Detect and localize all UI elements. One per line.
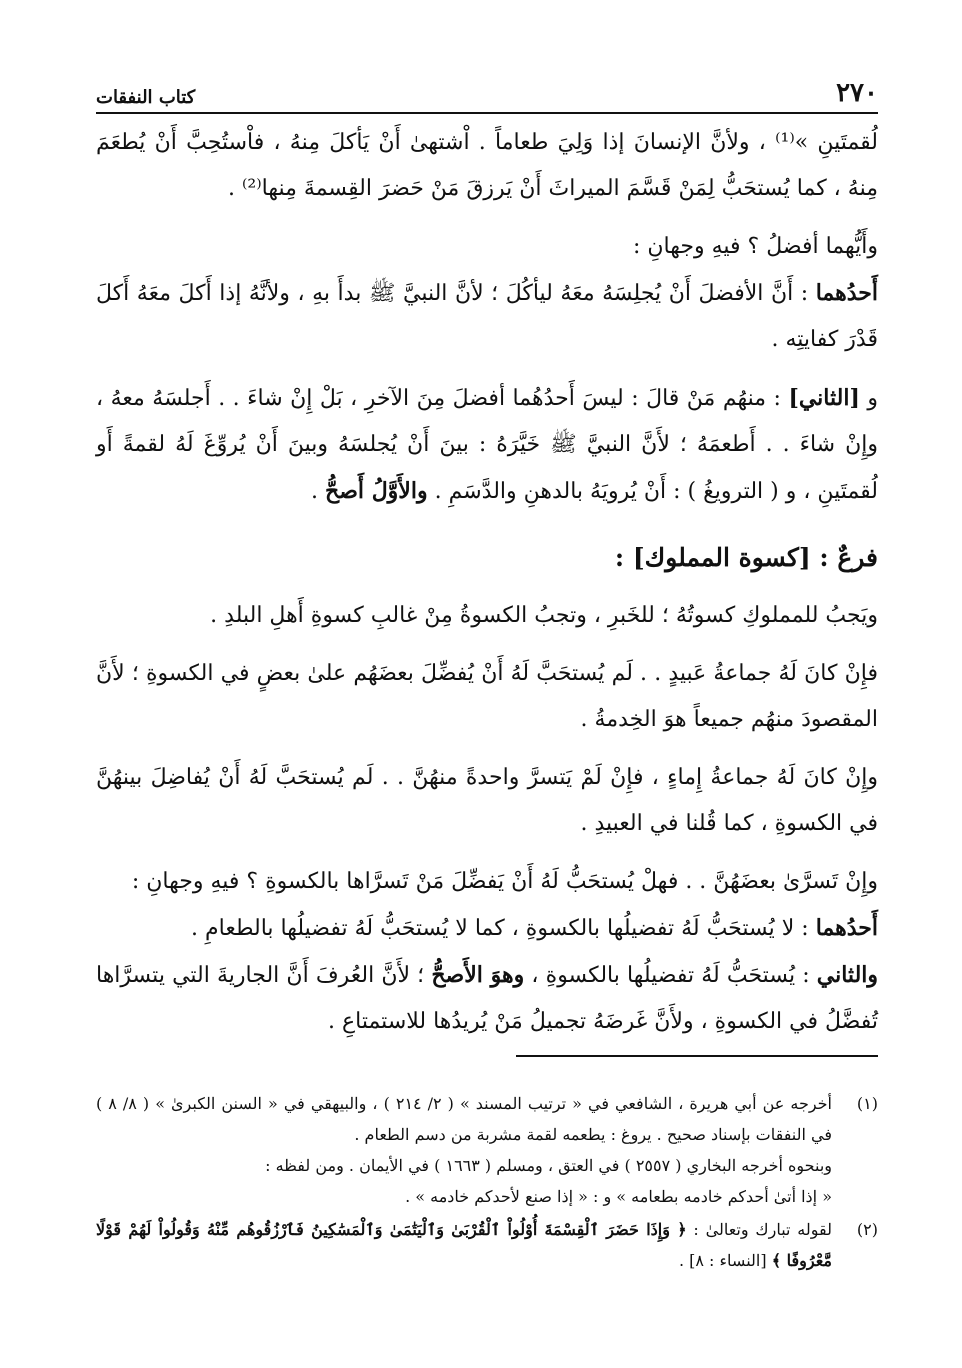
- opinion-label: والثاني: [816, 962, 879, 988]
- ruling-emphasis: والأَوَّلُ أَصحُّ: [325, 478, 428, 504]
- paragraph: لُقمتَينِ »⁽¹⁾ ، ولأنَّ الإنسانَ إذا وَلِيَ طعاماً . اْشتهىٰ أَنْ يَأكلَ مِنهُ ، فاْستُحِبَّ أَنْ يُطعَمَ مِنهُ ، كما يُستحَبُّ لِمَنْ قَسَّمَ الميراثَ أَنْ يَرزقَ مَنْ حَضرَ القِسمةَ مِنها⁽²⁾ .: [96, 130, 878, 201]
- paragraph: وإِنْ كانَ لَهُ جماعةُ إِماءٍ ، فإِنْ لَمْ يَتسرَّ واحدةً منهُنَّ . . لَم يُستحَبَّ لَهُ أَنْ يُفاضِلَ بينهُنَّ في الكسوةِ ، كما قُلنا في العبيدِ .: [96, 765, 878, 836]
- verse-reference: [النساء : ٨] .: [678, 1251, 772, 1270]
- footnotes: [96, 1088, 878, 1278]
- ruling-emphasis: وهوَ الأَصحُّ: [431, 962, 525, 988]
- header-rule: [96, 112, 878, 114]
- footnote-number: (١): [856, 1094, 878, 1113]
- paragraph: فإِنْ كانَ لَهُ جماعةُ عَبيدٍ . . لَم يُستحَبَّ لَهُ أَنْ يُفضِّلَ بعضَهُم علىٰ بعضٍ في الكسوةِ ؛ لأَنَّ المقصودَ منهُم جميعاً هوَ الخِدمةُ .: [96, 661, 878, 732]
- main-text: [96, 120, 878, 1057]
- paragraph: والثاني : يُستحَبُّ لَهُ تفضيلُها بالكسوةِ ، وهوَ الأَصحُّ ؛ لأَنَّ العُرفَ أَنَّ الجاريةَ التي يتسرَّاها تُفضَّلُ في الكسوةِ ، ولأَنَّ غَرضَهُ تجميلُ مَنْ يُريدُها للاستمتاعِ .: [96, 962, 879, 1034]
- section-heading: فرعٌ : [كسوة المملوك] :: [614, 543, 878, 572]
- footnote-line: « إذا أتىٰ أحدكم خادمه بطعامه » و : « إذا صنع لأحدكم خادمه » .: [405, 1187, 832, 1206]
- paragraph: أَحدُهما : لا يُستحَبُّ لَهُ تفضيلُها بالكسوةِ ، كما لا يُستحَبُّ لَهُ تفضيلُها بالطعامِ .: [191, 915, 878, 941]
- footnote-separator: [516, 1055, 878, 1057]
- paragraph: وإِنْ تَسرَّىٰ بعضَهُنَّ . . فهلْ يُستحَبُّ لَهُ أَنْ يَفضِّلَ مَنْ تَسرَّاها بالكسوةِ ؟ فيهِ وجهانِ :: [131, 869, 878, 894]
- paragraph: ويَجبُ للمملوكِ كسوتُهُ ؛ للخَبرِ ، وتجبُ الكسوةُ مِنْ غالبِ كسوةِ أَهلِ البلدِ .: [210, 603, 878, 628]
- page-header: [96, 74, 878, 108]
- opinion-label: أَحدُهما: [815, 280, 878, 306]
- paragraph: و [الثاني] : منهُم مَنْ قالَ : ليسَ أَحدُهُما أفضلَ مِنَ الآخرِ ، بَلْ إِنْ شاءَ . . أَجلسَهُ معهُ ، وإِنْ شاءَ . . أَطعمَهُ ؛ لأَنَّ النبيَّ ﷺ خَيَّرَهُ : بينَ أَنْ يُجلسَهُ وبينَ أَنْ يُروِّغَ لَهُ لقمةً أَو لُقمتَينِ ، و ( الترويغُ ) : أَنْ يُرويَهُ بالدهنِ والدَّسَمِ . والأَوَّلُ أَصحُّ .: [96, 385, 878, 504]
- opinion-label: [الثاني]: [788, 385, 860, 411]
- opinion-label: أَحدُهما: [815, 915, 878, 941]
- footnote-number: (٢): [856, 1220, 878, 1239]
- footnote: (٢) لقوله تبارك وتعالىٰ : ﴿ وَإِذَا حَضَرَ ٱلْقِسْمَةَ أُوْلُواْ ٱلْقُرْبَىٰ وَٱلْيَتَٰمَىٰ وَٱلْمَسَٰكِينُ فَٱرْزُقُوهُم مِّنْهُ وَقُولُواْ لَهُمْ قَوْلًا مَّعْرُوفًا ﴾ [النساء : ٨] .: [96, 1214, 878, 1276]
- footnote-line: أخرجه عن أبي هريرة ، الشافعي في « ترتيب المسند » ( ٢/ ٢١٤ ) ، والبيهقي في « السنن الكبرىٰ » ( ٨/ ٨ ) في النفقات بإسناد صحيح . يروغ : يطعمه لقمة مشربة من دسم الطعام .: [96, 1094, 832, 1144]
- running-title: كتاب النفقات: [96, 87, 196, 108]
- footnote-line: وبنحوه أخرجه البخاري ( ٢٥٥٧ ) في العتق ، ومسلم ( ١٦٦٣ ) في الأيمان . ومن لفظه :: [265, 1156, 832, 1175]
- page-number: ٢٧٠: [836, 78, 878, 108]
- paragraph: وأَيُّهما أفضلُ ؟ فيهِ وجهانِ :: [632, 234, 878, 259]
- quran-verse: ﴿ وَإِذَا حَضَرَ ٱلْقِسْمَةَ أُوْلُواْ ٱلْقُرْبَىٰ وَٱلْيَتَٰمَىٰ وَٱلْمَسَٰكِينُ فَٱرْزُقُوهُم مِّنْهُ وَقُولُواْ لَهُمْ قَوْلًا مَّعْرُوفًا ﴾: [96, 1220, 832, 1270]
- paragraph: أَحدُهما : أَنَّ الأفضلَ أَنْ يُجلِسَهُ معَهُ ليأكُلَ ؛ لأنَّ النبيَّ ﷺ بدأَ بهِ ، ولأنَّهُ إذا أَكلَ معَهُ أَكلَ قَدْرَ كفايتِه .: [96, 280, 878, 352]
- footnote: [96, 1088, 878, 1212]
